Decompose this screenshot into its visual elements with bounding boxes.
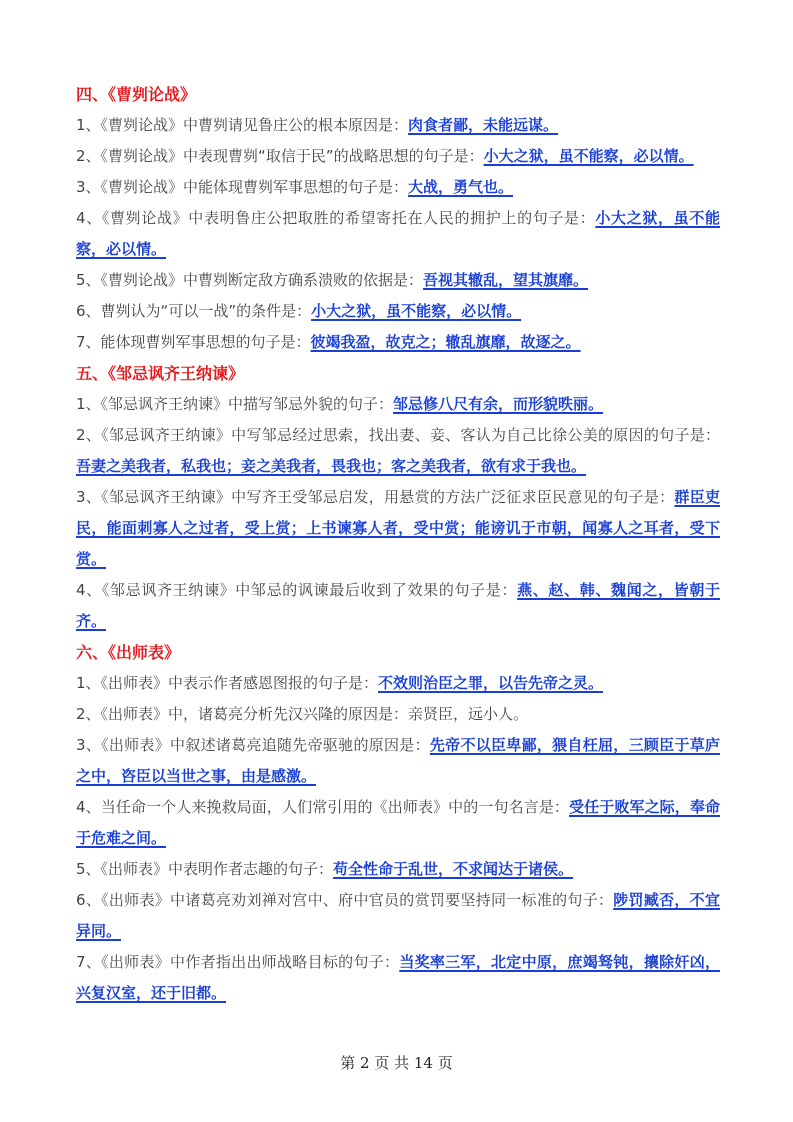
question-item (76, 575, 720, 637)
question-item (76, 668, 720, 699)
question-text: 3、《曹刿论战》中能体现曹刿军事思想的句子是： (76, 178, 409, 196)
answer-text: 不效则治臣之罪，以告先帝之灵。 (378, 674, 604, 692)
question-text: 6、曹刿认为“可以一战”的条件是： (76, 302, 312, 320)
question-item (76, 172, 720, 203)
question-item (76, 482, 720, 575)
answer-text: 受任于败军之际，奉命于危难之间。 (76, 798, 720, 847)
question-text: 2、《曹刿论战》中表现曹刿“取信于民”的战略思想的句子是： (76, 147, 484, 165)
answer-text: 小大之狱，虽不能察，必以情。 (76, 209, 720, 258)
question-item (76, 947, 720, 1009)
question-item (76, 420, 720, 482)
question-item (76, 203, 720, 265)
page-content (76, 79, 720, 1009)
section-heading: 四、《曹刿论战》 (76, 85, 197, 104)
answer-text: 吾视其辙乱，望其旗靡。 (423, 271, 589, 289)
question-text: 7、能体现曹刿军事思想的句子是： (76, 333, 311, 351)
answer-text: 先帝不以臣卑鄙，猥自枉屈，三顾臣于草庐之中，咨臣以当世之事，由是感激。 (76, 736, 720, 785)
question-text: 1、《曹刿论战》中曹刿请见鲁庄公的根本原因是： (76, 116, 409, 134)
answer-text: 邹忌修八尺有余，而形貌昳丽。 (393, 395, 604, 413)
question-item (76, 699, 720, 730)
question-text: 4、《邹忌讽齐王纳谏》中邹忌的讽谏最后收到了效果的句子是： (76, 581, 518, 599)
answer-text: 小大之狱，虽不能察，必以情。 (483, 147, 694, 165)
answer-text: 大战，勇气也。 (408, 178, 514, 196)
question-item (76, 389, 720, 420)
question-text: 5、《曹刿论战》中曹刿断定敌方确系溃败的依据是： (76, 271, 424, 289)
answer-text: 陟罚臧否，不宜异同。 (76, 891, 720, 940)
section-heading: 六、《出师表》 (76, 643, 181, 662)
question-item (76, 730, 720, 792)
question-text: 3、《邹忌讽齐王纳谏》中写齐王受邹忌启发，用悬赏的方法广泛征求臣民意见的句子是： (76, 488, 675, 506)
section-zou-ji-feng-qi-wang-na-jian (76, 358, 720, 637)
question-text: 4、当任命一个人来挽救局面，人们常引用的《出师表》中的一句名言是： (76, 798, 570, 816)
question-text: 3、《出师表》中叙述诸葛亮追随先帝驱驰的原因是： (76, 736, 430, 754)
question-item (76, 885, 720, 947)
answer-text: 燕、赵、韩、魏闻之，皆朝于齐。 (76, 581, 720, 630)
section-heading: 五、《邹忌讽齐王纳谏》 (76, 364, 245, 383)
answer-text: 小大之狱，虽不能察，必以情。 (311, 302, 522, 320)
question-item (76, 265, 720, 296)
question-text: 5、《出师表》中表明作者志趣的句子： (76, 860, 334, 878)
question-item (76, 854, 720, 885)
section-cao-gui-lun-zhan (76, 79, 720, 358)
question-text: 1、《出师表》中表示作者感恩图报的句子是： (76, 674, 379, 692)
section-chu-shi-biao (76, 637, 720, 1009)
page-number-footer: 第 2 页 共 14 页 (340, 1054, 453, 1072)
question-item (76, 792, 720, 854)
answer-text: 苟全性命于乱世，不求闻达于诸侯。 (333, 860, 574, 878)
question-item (76, 296, 720, 327)
question-text: 2、《邹忌讽齐王纳谏》中写邹忌经过思索，找出妻、妾、客认为自己比徐公美的原因的句子是： (76, 426, 720, 444)
question-text: 6、《出师表》中诸葛亮劝刘禅对宫中、府中官员的赏罚要坚持同一标准的句子： (76, 891, 614, 909)
answer-text: 肉食者鄙，未能远谋。 (408, 116, 559, 134)
question-item (76, 141, 720, 172)
question-text: 7、《出师表》中作者指出出师战略目标的句子： (76, 953, 400, 971)
question-text: 1、《邹忌讽齐王纳谏》中描写邹忌外貌的句子： (76, 395, 394, 413)
question-text: 4、《曹刿论战》中表明鲁庄公把取胜的希望寄托在人民的拥护上的句子是： (76, 209, 596, 227)
question-item (76, 110, 720, 141)
answer-text: 彼竭我盈，故克之；辙乱旗靡，故逐之。 (310, 333, 581, 351)
question-text: 2、《出师表》中，诸葛亮分析先汉兴隆的原因是：亲贤臣，远小人。 (76, 705, 529, 723)
question-item (76, 327, 720, 358)
answer-text: 吾妻之美我者，私我也；妾之美我者，畏我也；客之美我者，欲有求于我也。 (76, 457, 587, 475)
answer-text: 当奖率三军，北定中原，庶竭驽钝，攘除奸凶，兴复汉室，还于旧都。 (76, 953, 720, 1002)
answer-text: 群臣吏民，能面刺寡人之过者，受上赏；上书谏寡人者，受中赏；能谤讥于市朝，闻寡人之耳者，受下赏。 (76, 488, 720, 568)
